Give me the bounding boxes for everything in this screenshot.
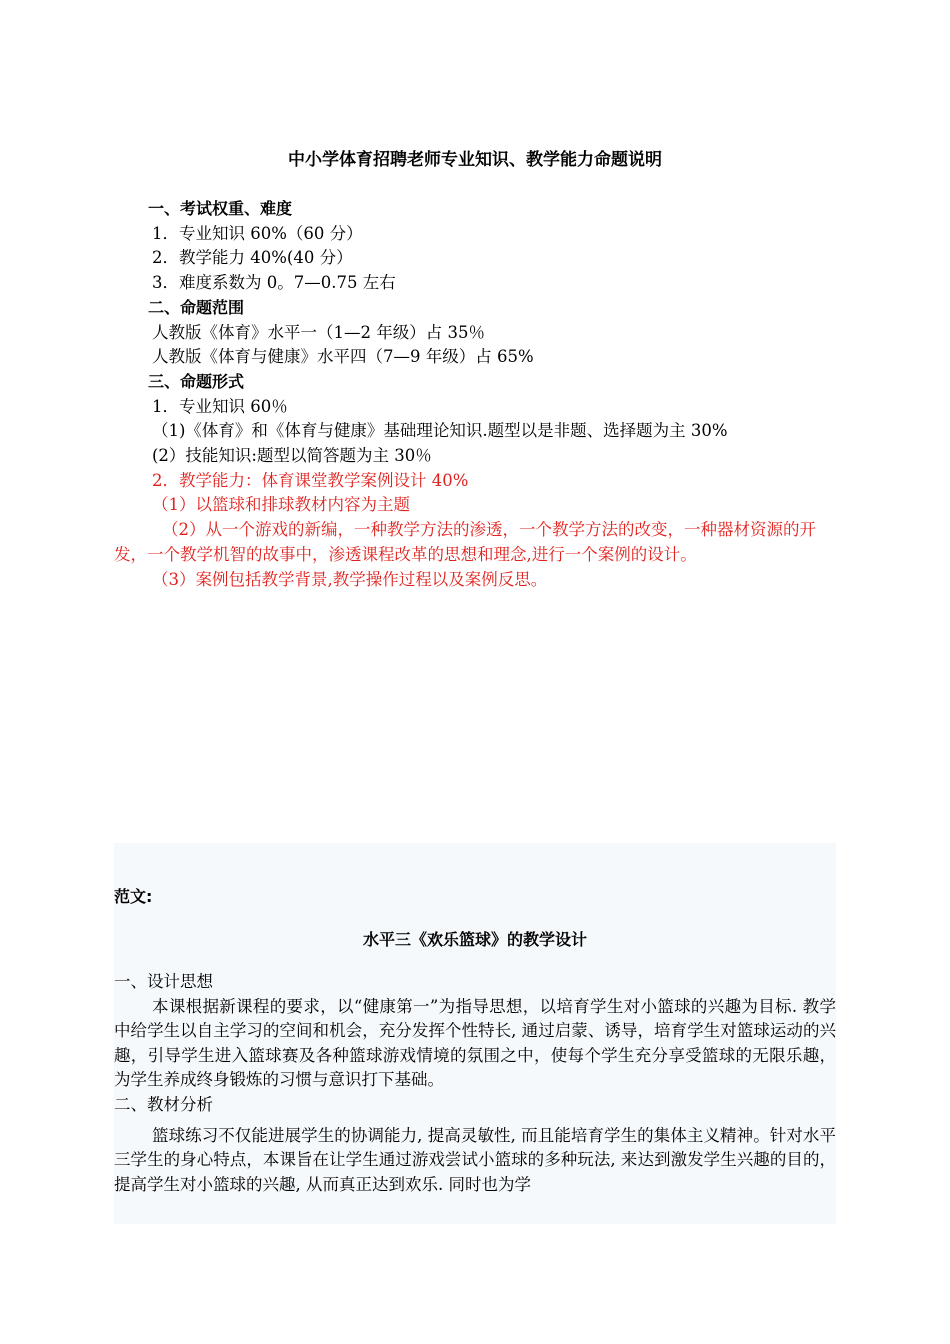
section-heading-format: 三、命题形式	[148, 371, 245, 391]
scope-line-1: 人教版《体育》水平一（1—2 年级）占 35％	[152, 322, 485, 342]
sample-label: 范文:	[114, 887, 153, 906]
section-heading-weight: 一、考试权重、难度	[148, 199, 293, 218]
format-item-2-c: （3）案例包括教学背景,教学操作过程以及案例反思。	[152, 569, 548, 589]
weight-item-1: 1．专业知识 60%（60 分）	[152, 223, 363, 243]
weight-item-2: 2．教学能力 40%(40 分）	[152, 248, 353, 268]
sample-paragraph-design: 本课根据新课程的要求，以“健康第一”为指导思想，以培育学生对小篮球的兴趣为目标. 教学中给学生以自主学习的空间和机会，充分发挥个性特长, 通过启蒙、诱导，培育学生对篮球运动的兴趣，引导学生进入篮球赛及各种篮球游戏情境的氛围之中，使每个学生充分享受篮球的无限乐趣，为学生养成终身锻炼的习惯与意识打下基础。	[114, 996, 836, 1090]
sample-heading-analysis: 二、教材分析	[114, 1094, 213, 1114]
format-item-2-b: （2）从一个游戏的新编，一种教学方法的渗透，一个教学方法的改变，一种器材资源的开发，一个教学机智的故事中，渗透课程改革的思想和理念,进行一个案例的设计。	[114, 520, 816, 564]
weight-item-3: 3．难度系数为 0。7—0.75 左右	[152, 273, 396, 293]
format-item-1-b: (2）技能知识:题型以简答题为主 30％	[152, 446, 432, 466]
scope-line-2: 人教版《体育与健康》水平四（7—9 年级）占 65%	[152, 347, 534, 367]
exam-description	[114, 197, 840, 592]
sample-paragraph-analysis: 篮球练习不仅能进展学生的协调能力, 提高灵敏性, 而且能培育学生的集体主义精神。针对水平三学生的身心特点，本课旨在让学生通过游戏尝试小篮球的多种玩法, 来达到激发学生兴趣的目的，提高学生对小篮球的兴趣, 从而真正达到欢乐. 同时也为学	[114, 1125, 836, 1194]
format-item-2-a: （1）以篮球和排球教材内容为主题	[152, 495, 410, 515]
format-item-1: 1．专业知识 60％	[152, 396, 288, 416]
sample-heading-design: 一、设计思想	[114, 972, 213, 991]
sample-body	[114, 970, 836, 1224]
document-title: 中小学体育招聘老师专业知识、教学能力命题说明	[288, 150, 662, 170]
format-item-1-a: （1)《体育》和《体育与健康》基础理论知识.题型以是非题、选择题为主 30%	[152, 421, 728, 441]
sample-title: 水平三《欢乐篮球》的教学设计	[362, 930, 587, 949]
section-heading-scope: 二、命题范围	[148, 297, 245, 317]
format-item-2: 2．教学能力：体育课堂教学案例设计 40%	[152, 470, 469, 490]
